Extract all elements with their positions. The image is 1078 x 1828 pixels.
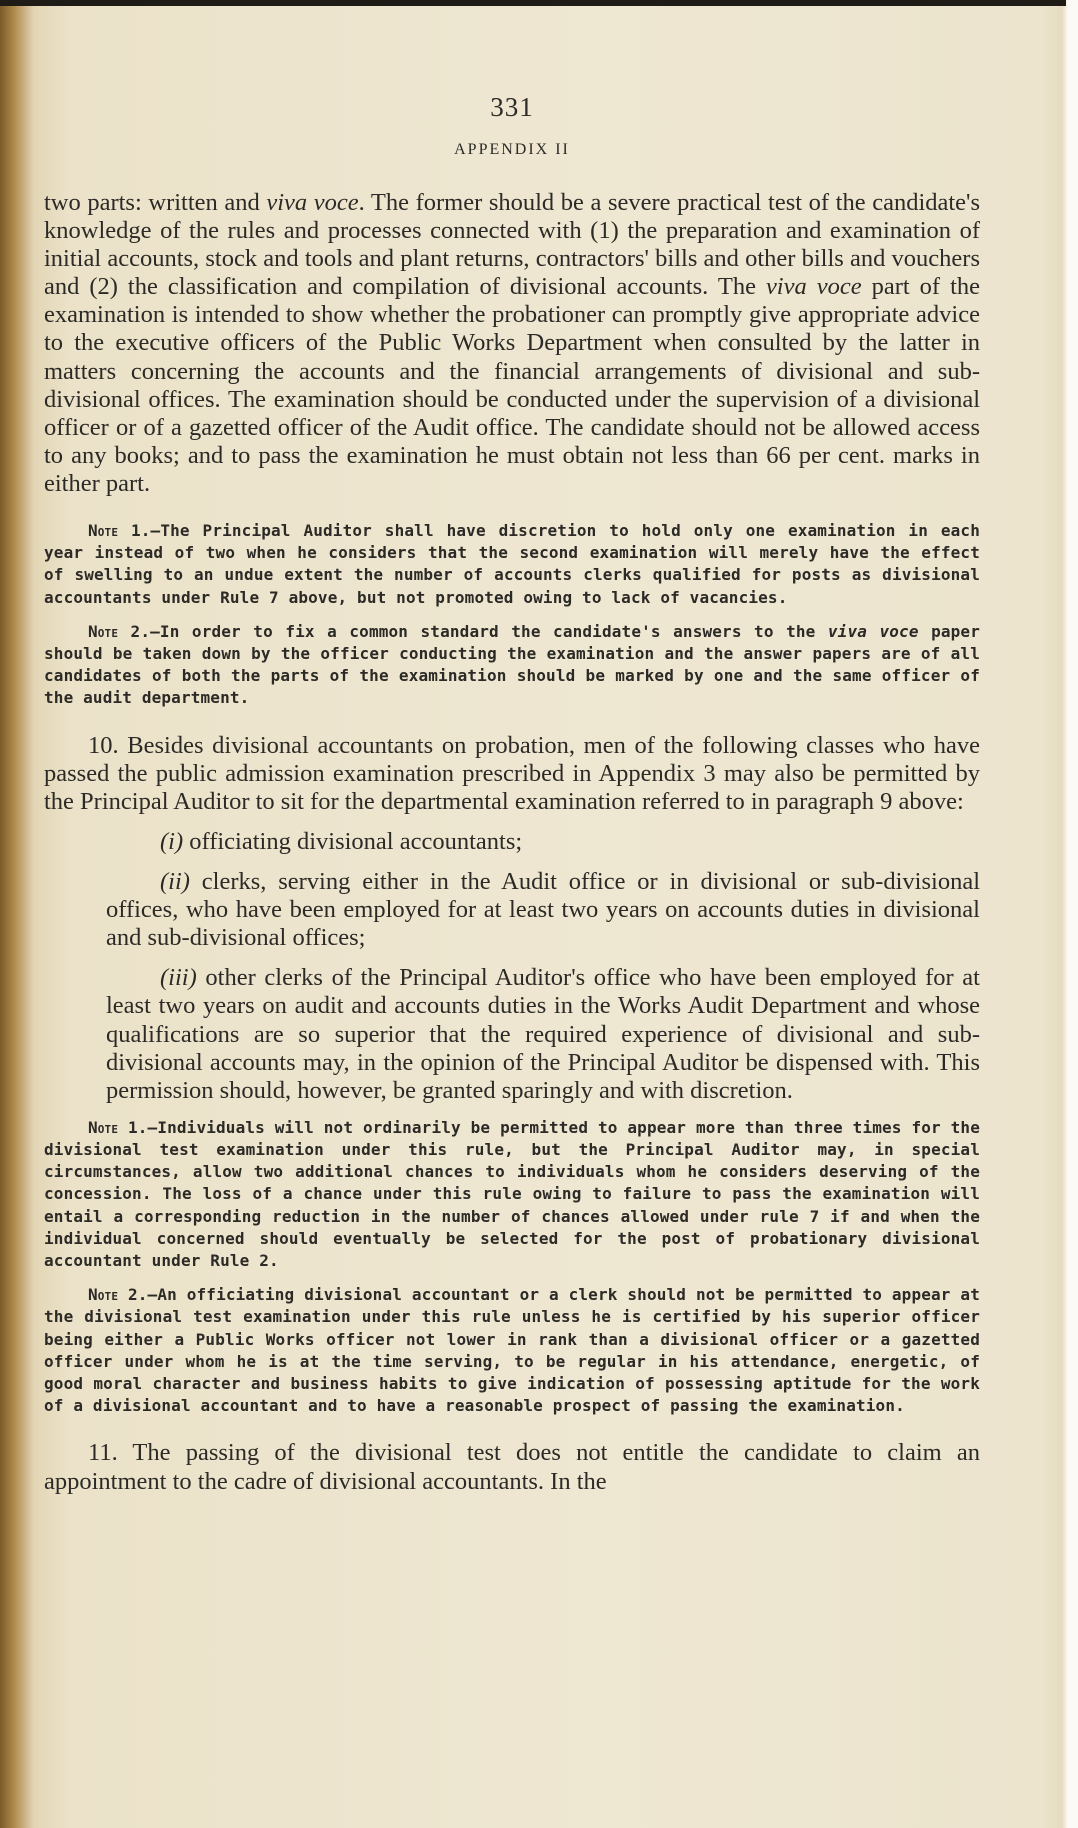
- running-head: APPENDIX II: [454, 141, 570, 158]
- paragraph-11: 11. The passing of the divisional test does not entitle the candidate to claim an appointment to the cadre of divisional accountants. In the: [44, 1439, 980, 1495]
- document-page: [44, 70, 980, 1496]
- list-item-ii: (ii) clerks, serving either in the Audit office or in divisional or sub-divisional offices, who have been employed for at least two years on accounts duties in divisional and sub-divisional offices;: [106, 868, 980, 952]
- paragraph-10: 10. Besides divisional accountants on probation, men of the following classes who have passed the public admission examination prescribed in Appendix 3 may also be permitted by the Principal Auditor to sit for the departmental examination referred to in paragraph 9 above:: [44, 731, 980, 815]
- note-2: Note 2.—In order to fix a common standard the candidate's answers to the viva voce paper should be taken down by the officer conducting the examination and the answer papers are of all candidates of both the parts of the examination should be marked by one and the same officer of the audit department.: [44, 621, 980, 708]
- page-number: 331: [490, 92, 534, 122]
- note-2-rule-10: Note 2.—An officiating divisional accountant or a clerk should not be permitted to appear at the divisional test examination under this rule unless he is certified by his superior officer being either a Public Works officer not lower in rank than a divisional officer or a gazetted officer under whom he is at the time serving, to be regular in his attendance, energetic, of good moral character and business habits to give indication of possessing aptitude for the work of a divisional accountant and to have a reasonable prospect of passing the examination.: [44, 1285, 980, 1416]
- note-1: Note 1.—The Principal Auditor shall have discretion to hold only one examination in each year instead of two when he considers that the second examination will merely have the effect of swelling to an undue extent the number of accounts clerks qualified for posts as divisional accountants under Rule 7 above, but not promoted owing to lack of vacancies.: [44, 521, 980, 607]
- note-1-rule-10: Note 1.—Individuals will not ordinarily be permitted to appear more than three times for the divisional test examination under this rule, but the Principal Auditor may, in special circumstances, allow two additional chances to individuals whom he considers deserving of the concession. The loss of a chance under this rule owing to failure to pass the examination will entail a corresponding reduction in the number of chances allowed under rule 7 if and when the individual concerned should eventually be selected for the post of probationary divisional accountant under Rule 2.: [44, 1117, 980, 1270]
- list-item-iii: (iii) other clerks of the Principal Auditor's office who have been employed for at least two years on audit and accounts duties in the Works Audit Department and whose qualifications are so superior that the required experience of divisional and sub-divisional accounts may, in the opinion of the Principal Auditor be dispensed with. This permission should, however, be granted sparingly and with discretion.: [106, 964, 980, 1104]
- list-item-i: (i) officiating divisional accountants;: [160, 827, 523, 855]
- note-label: Note 2.: [88, 621, 151, 641]
- note-label: Note 1.: [88, 521, 151, 541]
- scan-top-edge: [0, 0, 1066, 6]
- paragraph-continued: two parts: written and viva voce. The former should be a severe practical test of the candidate's knowledge of the rules and processes connected with (1) the preparation and examination of initial accounts, stock and tools and plant returns, contractors' bills and other bills and vouchers and (2) the classification and compilation of divisional accounts. The viva voce part of the examination is intended to show whether the probationer can promptly give appropriate advice to the executive officers of the Public Works Department when consulted by the latter in matters concerning the accounts and the financial arrangements of divisional and sub-divisional offices. The examination should be conducted under the supervision of a divisional officer or of a gazetted officer of the Audit office. The candidate should not be allowed access to any books; and to pass the examination he must obtain not less than 66 per cent. marks in either part.: [44, 189, 981, 497]
- note-label: Note 1.: [88, 1117, 148, 1137]
- note-label: Note 2.: [88, 1285, 148, 1305]
